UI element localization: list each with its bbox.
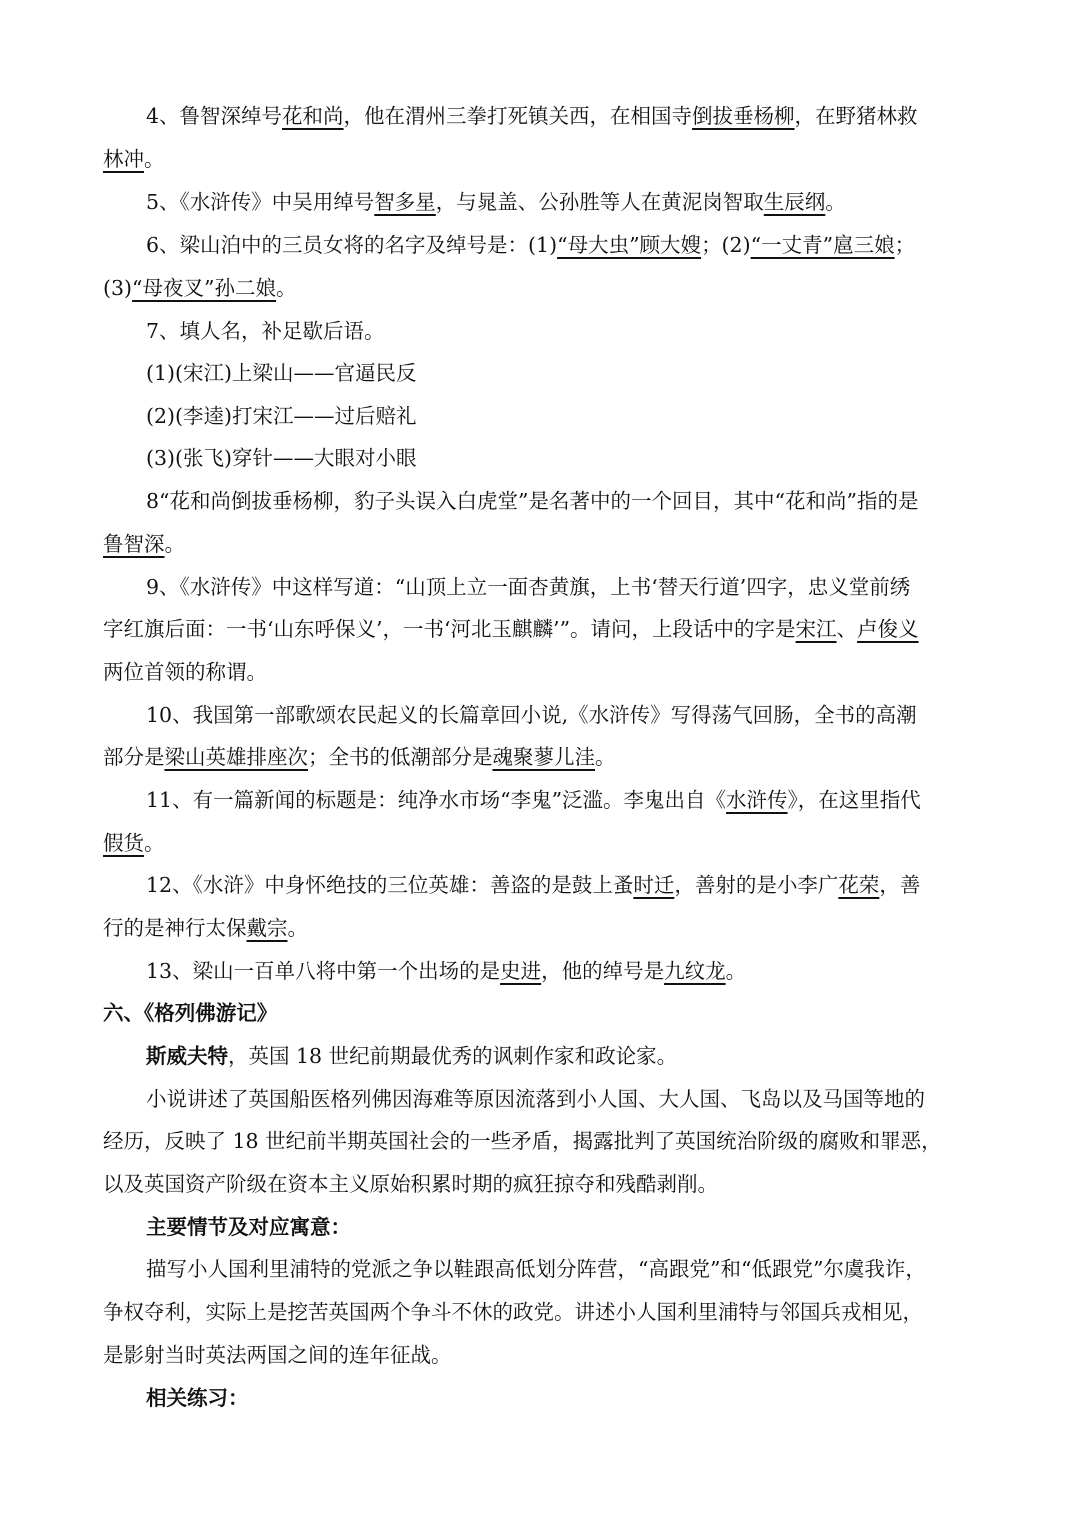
answer: 九纹龙 <box>664 959 726 983</box>
answer: 林冲 <box>103 147 144 171</box>
answer: 魂聚蓼儿洼 <box>492 745 595 769</box>
answer: 生辰纲 <box>763 190 826 214</box>
text: 》，在这里指代 <box>787 788 921 812</box>
answer: 假货 <box>103 831 144 855</box>
text: ； <box>894 233 916 257</box>
text: 。 <box>144 831 165 855</box>
q4-line1 <box>146 101 983 131</box>
text: (3) <box>103 276 133 300</box>
text: 。 <box>276 276 297 300</box>
q9-line2 <box>103 614 983 644</box>
q12-line2 <box>103 913 983 943</box>
answer: 史进 <box>500 959 542 983</box>
plot-line1: 描写小人国利里浦特的党派之争以鞋跟高低划分阵营，“高跟党”和“低跟党”尔虞我诈， <box>146 1257 926 1281</box>
plot-line3: 是影射当时英法两国之间的连年征战。 <box>103 1343 452 1367</box>
intro-line3: 以及英国资产阶级在资本主义原始积累时期的疯狂掠夺和残酷剥削。 <box>103 1172 718 1196</box>
text: 行的是神行太保 <box>103 916 247 940</box>
text: 。 <box>825 190 846 214</box>
author-line <box>146 1041 983 1071</box>
text: 字红旗后面：一书‘山东呼保义’，一书‘河北玉麒麟’”。请问，上段话中的字是 <box>103 617 796 641</box>
text: ，善 <box>879 873 921 897</box>
q11-line2 <box>103 828 983 858</box>
text: 、 <box>836 617 858 641</box>
q9-line3: 两位首领的称谓。 <box>103 660 267 684</box>
text: 部分是 <box>103 745 165 769</box>
text: ，他的绰号是 <box>541 959 665 983</box>
text: ，与晁盖、公孙胜等人在黄泥岗智取 <box>435 190 764 214</box>
q5-line1 <box>146 187 983 217</box>
answer: “母大虫”顾大嫂 <box>557 233 702 257</box>
answer: “母夜叉”孙二娘 <box>132 276 277 300</box>
intro-line2: 经历，反映了 18 世纪前半期英国社会的一些矛盾，揭露批判了英国统治阶级的腐败和罪恶， <box>103 1129 942 1153</box>
text: ；(2) <box>701 233 751 257</box>
text: ；全书的低潮部分是 <box>308 745 493 769</box>
text: ，他在渭州三拳打死镇关西，在相国寺 <box>343 104 693 128</box>
answer: 花荣 <box>838 873 880 897</box>
q13-line1 <box>146 956 983 986</box>
answer: 花和尚 <box>282 104 344 128</box>
q8-line2 <box>103 529 983 559</box>
text: 。 <box>287 916 308 940</box>
q8-line1: 8“花和尚倒拔垂杨柳，豹子头误入白虎堂”是名著中的一个回目，其中“花和尚”指的是 <box>146 489 919 513</box>
q11-line1 <box>146 785 983 815</box>
answer: 梁山英雄排座次 <box>164 745 308 769</box>
text: 。 <box>144 147 165 171</box>
answer: 水浒传 <box>726 788 788 812</box>
text: 4、鲁智深绰号 <box>146 104 283 128</box>
text: 5、《水浒传》中吴用绰号 <box>146 190 375 214</box>
answer: 智多星 <box>374 190 436 214</box>
plot-line2: 争权夺利，实际上是挖苦英国两个争斗不休的政党。讲述小人国利里浦特与邻国兵戎相见， <box>103 1300 923 1324</box>
q6-line1 <box>146 230 983 260</box>
text: 6、梁山泊中的三员女将的名字及绰号是：(1) <box>146 233 558 257</box>
section-heading: 六、《格列佛游记》 <box>103 1001 278 1025</box>
author-name: 斯威夫特 <box>146 1044 228 1068</box>
answer: “一丈青”扈三娘 <box>750 233 895 257</box>
plot-title: 主要情节及对应寓意： <box>146 1215 351 1239</box>
q10-line2 <box>103 742 983 772</box>
answer: 卢俊义 <box>857 617 919 641</box>
q6-line2 <box>103 273 983 303</box>
text: ，在野猪林救 <box>794 104 918 128</box>
q7-item2: (2)(李逵)打宋江——过后赔礼 <box>146 404 417 428</box>
text: 11、有一篇新闻的标题是：纯净水市场“李鬼”泛滥。李鬼出自《 <box>146 788 727 812</box>
answer: 时迁 <box>633 873 675 897</box>
intro-line1: 小说讲述了英国船医格列佛因海难等原因流落到小人国、大人国、飞岛以及马国等地的 <box>146 1087 925 1111</box>
text: ，善射的是小李广 <box>674 873 839 897</box>
text: 。 <box>725 959 747 983</box>
practice-title: 相关练习： <box>146 1386 249 1410</box>
answer: 倒拔垂杨柳 <box>692 104 795 128</box>
answer: 宋江 <box>795 617 837 641</box>
text: 12、《水浒》中身怀绝技的三位英雄：善盗的是鼓上蚤 <box>146 873 634 897</box>
q7-item3: (3)(张飞)穿针——大眼对小眼 <box>146 446 417 470</box>
q9-line1: 9、《水浒传》中这样写道：“山顶上立一面杏黄旗，上书‘替天行道’四字，忠义堂前绣 <box>146 575 911 599</box>
q7-item1: (1)(宋江)上梁山——官逼民反 <box>146 361 417 385</box>
answer: 戴宗 <box>246 916 288 940</box>
text: ，英国 18 世纪前期最优秀的讽刺作家和政论家。 <box>228 1044 678 1068</box>
q12-line1 <box>146 870 983 900</box>
q10-line1: 10、我国第一部歌颂农民起义的长篇章回小说,《水浒传》写得荡气回肠，全书的高潮 <box>146 703 917 727</box>
q4-line2 <box>103 144 983 174</box>
answer: 鲁智深 <box>103 532 165 556</box>
text: 13、梁山一百单八将中第一个出场的是 <box>146 959 501 983</box>
q7-title: 7、填人名，补足歇后语。 <box>146 319 385 343</box>
text: 。 <box>164 532 185 556</box>
text: 。 <box>595 745 616 769</box>
